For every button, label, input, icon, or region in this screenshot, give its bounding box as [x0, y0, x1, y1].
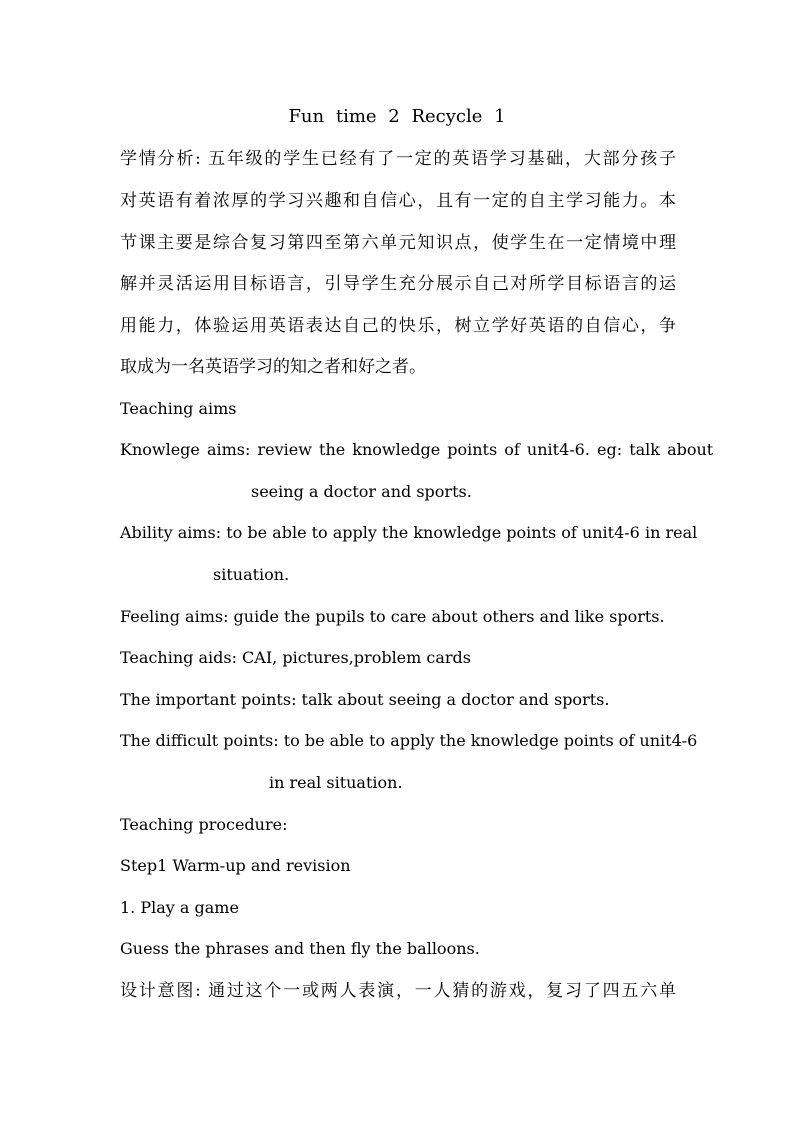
analysis-line-6: 取成为一名英语学习的知之者和好之者。: [120, 357, 426, 377]
document-title: Fun time 2 Recycle 1: [288, 106, 506, 127]
knowledge-aims-line-2: seeing a doctor and sports.: [251, 482, 472, 501]
teaching-aims-heading: Teaching aims: [120, 399, 237, 418]
difficult-points-line-1: The difficult points: to be able to apply the knowledge points of unit4-6: [120, 731, 698, 750]
analysis-line-2: 对英语有着浓厚的学习兴趣和自信心，且有一定的自主学习能力。本: [120, 191, 676, 211]
analysis-line-5: 用能力，体验运用英语表达自己的快乐，树立学好英语的自信心，争: [120, 316, 676, 336]
teaching-aids: Teaching aids: CAI, pictures,problem cards: [120, 648, 472, 667]
design-intent-line: 设计意图: 通过这个一或两人表演，一人猜的游戏，复习了四五六单: [120, 981, 676, 1001]
step1-heading: Step1 Warm-up and revision: [120, 856, 351, 875]
knowledge-aims-line-1: Knowlege aims: review the knowledge points of unit4-6. eg: talk about: [120, 440, 714, 459]
difficult-points-line-2: in real situation.: [269, 773, 403, 792]
step1-item-1: 1. Play a game: [120, 898, 239, 917]
procedure-heading: Teaching procedure:: [120, 815, 288, 834]
ability-aims-line-1: Ability aims: to be able to apply the knowledge points of unit4-6 in real: [120, 523, 698, 542]
important-points: The important points: talk about seeing a doctor and sports.: [120, 690, 610, 709]
analysis-line-1: 学情分析: 五年级的学生已经有了一定的英语学习基础，大部分孩子: [120, 149, 676, 169]
analysis-line-4: 解并灵活运用目标语言，引导学生充分展示自己对所学目标语言的运: [120, 274, 676, 294]
ability-aims-line-2: situation.: [213, 565, 290, 584]
analysis-line-3: 节课主要是综合复习第四至第六单元知识点，使学生在一定情境中理: [120, 233, 676, 253]
feeling-aims: Feeling aims: guide the pupils to care about others and like sports.: [120, 607, 665, 626]
guess-instruction: Guess the phrases and then fly the balloons.: [120, 939, 480, 958]
